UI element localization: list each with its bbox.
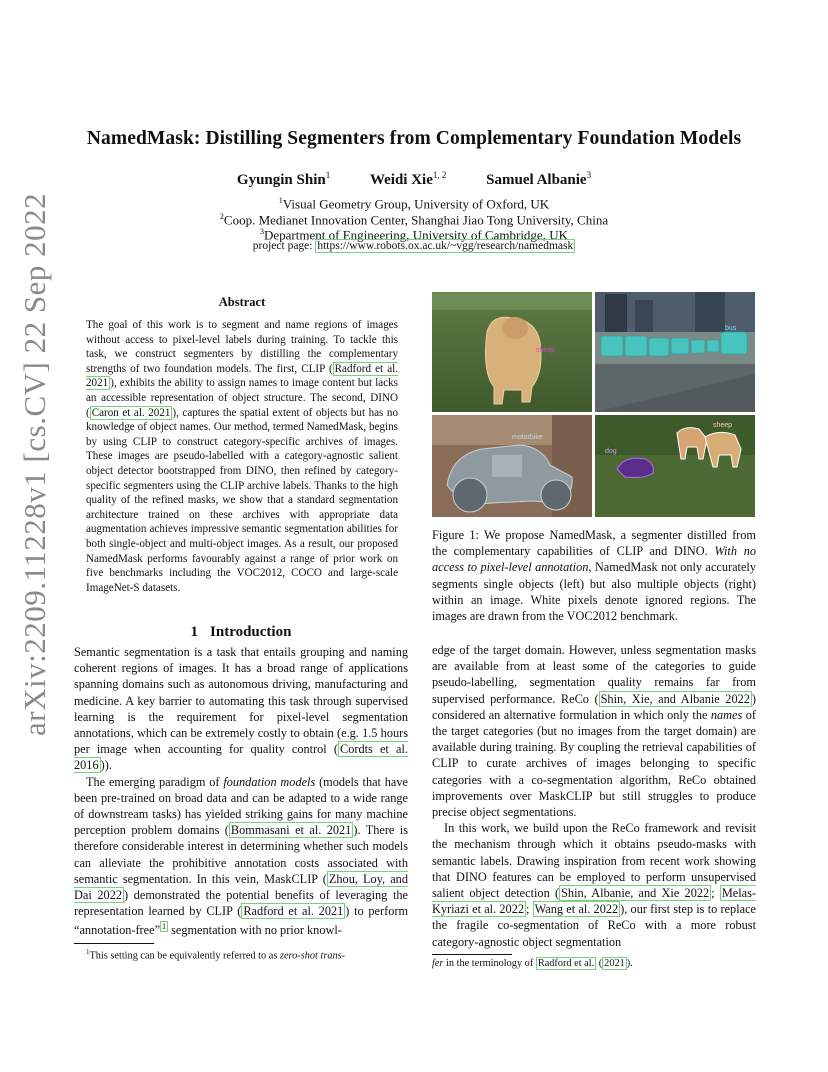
citation-link[interactable]: Radford et al. 2021 — [86, 362, 398, 390]
footnote-marker[interactable]: 1 — [162, 922, 167, 932]
abstract-heading: Abstract — [218, 295, 266, 309]
intro-paragraph-1: Semantic segmentation is a task that entails grouping and naming coherent regions of images. It has a broad range of applications spanning domains such as autonomous driving, manufacturing and medicine. A key barrier to automating this task through supervised learning is the requirement for pixel-level segmentation annotations, which can be extremely costly to obtain (e.g. 1.5 hours per image when accounting for quality control ( Cordts et al. 2016 )). — [74, 645, 408, 773]
intro-paragraph-2: The emerging paradigm of foundation models (models that have been pre-trained on broad data and can be adapted to a wide range of downstream tasks) has yielded striking gains for many machine perception problem domains ( Bommasani et al. 2021 ). There is therefore considerable interest in determining whether such models can alleviate the prohibitive annotation costs associated with semantic segmentation. In this vein, MaskCLIP ( Zhou, Loy, and Dai 2022 ) demonstrated the potential benefits of leveraging the representation learned by CLIP ( Radford et al. 2021 ) to perform “annotation-free” $^1$ segmentation with no prior knowl- — [74, 774, 409, 938]
citation-link[interactable]: Melas-Kyriazi et al. 2022 — [432, 886, 756, 917]
section-heading: 1 Introduction — [190, 624, 292, 640]
figure-label-sheep-2: sheep — [713, 422, 733, 429]
figure-panel-bus — [595, 292, 755, 412]
project-page-link[interactable]: https://www.robots.ox.ac.uk/~vgg/research/namedmask — [317, 240, 574, 252]
citation-link[interactable]: Radford et al. 2021 — [243, 904, 344, 919]
affiliation-2: $^2$Coop. Medianet Innovation Center, Shanghai Jiao Tong University, China — [219, 212, 609, 228]
author-list — [0, 170, 828, 189]
affiliation-3: $^3$Department of Engineering, University of Cambridge, UK — [260, 227, 568, 243]
citation-link[interactable]: Wang et al. 2022 — [534, 902, 619, 917]
author-2: Weidi Xie$^{1, 2}$ — [369, 170, 447, 188]
citation-link[interactable]: Cordts et al. 2016 — [74, 742, 408, 773]
paper-title: NamedMask: Distilling Segmenters from Complementary Foundation Models — [86, 128, 742, 149]
abstract-text: The goal of this work is to segment and name regions of images without access to pixel-level labels during training. To tackle this task, we construct segmenters by distilling the complementary strengths of two foundation models. The first, CLIP ( Radford et al. 2021 ), exhibits the ability to assign names to image content but lacks an accessible representation of object structure. The second, DINO ( Caron et al. 2021 ), captures the spatial extent of objects but has no knowledge of object names. Our method, termed NamedMask, begins by using CLIP to construct category-specific archives of images. These images are pseudo-labelled with a category-agnostic salient object detector bootstrapped from DINO, then refined by category-specific segmenters using the CLIP archive labels. Thanks to the high quality of the refined masks, we show that a standard segmentation architecture trained on these archives with appropriate data augmentation achieves impressive semantic segmentation abilities for both single-object and multi-object images. As a result, our proposed NamedMask performs favourably against a range of prior work on five benchmarks including the VOC2012, COCO and large-scale ImageNet-S datasets. — [86, 319, 399, 594]
figure-label-bus: bus — [725, 325, 737, 332]
citation-link[interactable]: Shin, Xie, and Albanie 2022 — [600, 691, 750, 706]
intro-right-column — [432, 642, 756, 970]
intro-left-column — [74, 644, 408, 962]
figure-label-dog: dog — [605, 448, 617, 455]
intro-paragraph-3: edge of the target domain. However, unless segmentation masks are available from at least some of the categories to guide pseudo-labelling, segmentation quality remains far from supervised performance. ReCo ( Shin, Xie, and Albanie 2022 ) considered an alternative formulation in which only the names of the target categories (but no images from the target domain) are available during training. By coupling the retrieval capabilities of CLIP to curate archives of images belonging to specific categories with a co-segmentation algorithm, ReCo obtained improvements over MaskCLIP but still struggles to produce precise object segmentations. — [432, 643, 756, 820]
author-3: Samuel Albanie$^3$ — [486, 170, 592, 188]
figure-label-sheep: sheep — [536, 347, 556, 354]
author-1: Gyungin Shin$^1$ — [236, 170, 331, 188]
citation-link[interactable]: Bommasani et al. 2021 — [230, 823, 352, 838]
arxiv-stamp: arXiv:2209.11228v1 [cs.CV] 22 Sep 2022 — [17, 192, 52, 736]
citation-link[interactable]: Caron et al. 2021 — [91, 406, 171, 419]
figure-label-motorbike: motorbike — [512, 434, 543, 441]
project-page: project page: https://www.robots.ox.ac.uk/~vgg/research/namedmask — [252, 240, 574, 252]
citation-link[interactable]: Zhou, Loy, and Dai 2022 — [74, 871, 408, 903]
figure-panel-motorbike — [432, 415, 592, 517]
figure-1 — [432, 292, 755, 517]
intro-paragraph-4: In this work, we build upon the ReCo framework and revisit the mechanism through which it obtains pseudo-masks with semantic labels. Drawing inspiration from recent work showing that DINO features can be employed to perform unsupervised salient object detection ( Shin, Albanie, and Xie 2022 ; Melas-Kyriazi et al. 2022 ; Wang et al. 2022 ), our first step is to replace the fragile co-segmentation of ReCo with a more robust category-agnostic object segmentation — [432, 821, 756, 949]
affiliation-1: $^1$Visual Geometry Group, University of Oxford, UK — [278, 196, 550, 212]
footnote-1: $^1$This setting can be equivalently referred to as zero-shot trans- — [86, 947, 346, 962]
footnote-rule — [74, 943, 154, 944]
citation-link[interactable]: Radford et al. — [537, 957, 595, 969]
footnote-rule-right — [432, 954, 512, 955]
figure-panel-sheep — [432, 292, 592, 412]
figure-panel-dog-sheep — [595, 415, 755, 517]
figure-caption: Figure 1: We propose NamedMask, a segmenter distilled from the complementary capabilities of CLIP and DINO. With no access to pixel-level annotation, NamedMask not only accurately segments single objects (left) but also multiple objects (right) within an image. White pixels denote ignored regions. The images are drawn from the VOC2012 benchmark. — [432, 528, 757, 624]
citation-link[interactable]: Shin, Albanie, and Xie 2022 — [561, 886, 710, 901]
citation-link[interactable]: 2021 — [604, 957, 625, 969]
footnote-1-continued: fer in the terminology of Radford et al. ( 2021 ). — [432, 957, 633, 969]
